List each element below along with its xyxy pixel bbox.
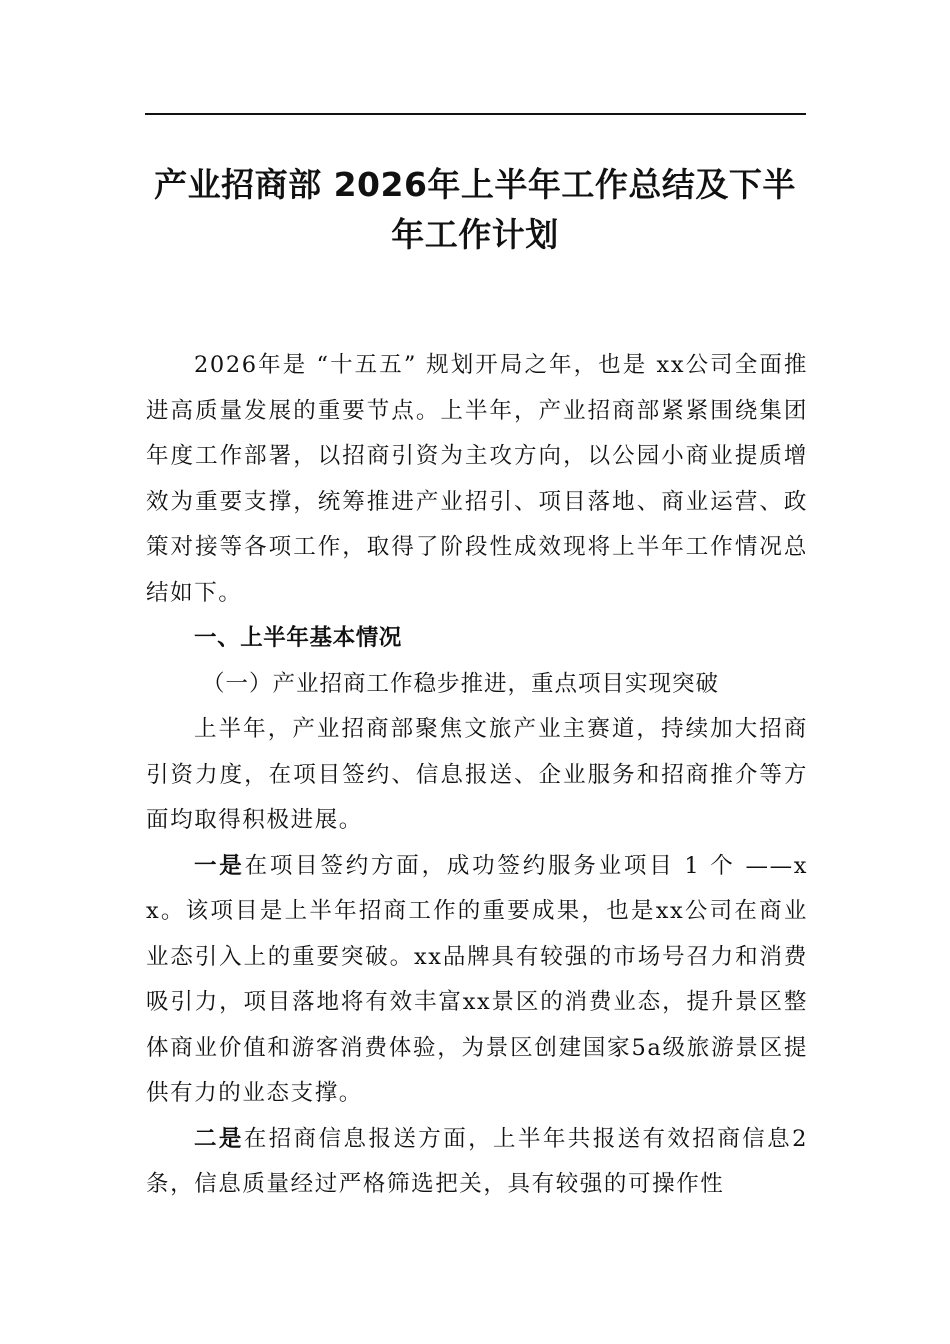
item-1-text: 在项目签约方面，成功签约服务业项目 1 个 ——xx。该项目是上半年招商工作的重要成果，也是xx公司在商业业态引入上的重要突破。xx品牌具有较强的市场号召力和消费吸引力，项目落地将有效丰富xx景区的消费业态，提升景区整体商业价值和游客消费体验，为景区创建国家5a级旅游景区提供有力的业态支撑。 xyxy=(146,852,808,1106)
item-2-text: 在招商信息报送方面，上半年共报送有效招商信息2条，信息质量经过严格筛选把关，具有较强的可操作性 xyxy=(146,1125,808,1197)
item-1-lead: 一是 xyxy=(194,852,245,879)
subsection-heading: （一）产业招商工作稳步推进，重点项目实现突破 xyxy=(202,670,720,697)
item-2-lead: 二是 xyxy=(194,1125,244,1152)
header-divider xyxy=(145,113,806,115)
item-1-paragraph xyxy=(146,844,808,1117)
intro-paragraph: 2026年是 “十五五” 规划开局之年，也是 xx公司全面推进高质量发展的重要节点。上半年，产业招商部紧紧围绕集团年度工作部署，以招商引资为主攻方向，以公园小商业提质增效为重要支撑，统筹推进产业招引、项目落地、商业运营、政策对接等各项工作，取得了阶段性成效现将上半年工作情况总结如下。 xyxy=(146,352,808,606)
item-2-paragraph xyxy=(146,1117,808,1208)
document-title xyxy=(120,160,830,260)
section-heading: 一、上半年基本情况 xyxy=(194,625,402,651)
subsection-intro-paragraph: 上半年，产业招商部聚焦文旅产业主赛道，持续加大招商引资力度，在项目签约、信息报送、企业服务和招商推介等方面均取得积极进展。 xyxy=(146,716,808,833)
document-body xyxy=(146,343,808,1208)
title-line-1: 产业招商部 2026年上半年工作总结及下半 xyxy=(154,165,796,204)
title-line-2: 年工作计划 xyxy=(391,215,559,254)
